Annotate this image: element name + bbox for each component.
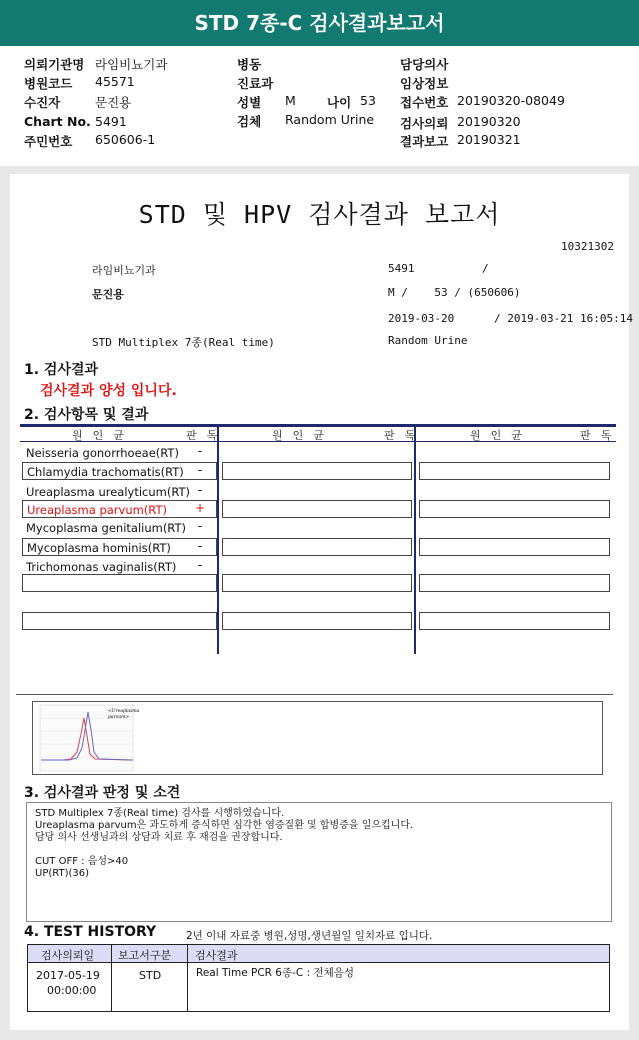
col-result-header: 판독: [384, 429, 426, 442]
empty-row-box: [222, 500, 412, 518]
col-pathogen-header: 원인균: [72, 429, 134, 442]
sex-value: M: [285, 93, 296, 108]
history-table-header: [28, 945, 609, 963]
request-date-value: 20190320: [457, 114, 521, 129]
patient-value: 문진용: [95, 95, 132, 110]
history-result: Real Time PCR 6종-C : 전체음성: [196, 967, 355, 979]
amplification-curve-image: [33, 702, 604, 776]
empty-row-box: [419, 538, 610, 556]
doc-chart: 5491: [388, 262, 415, 275]
doc-patient: 문진용: [92, 288, 124, 301]
pathogen-name: Ureaplasma urealyticum(RT): [26, 485, 191, 499]
history-column-divider: [187, 945, 188, 1011]
interpretation-line: 담당 의사 선생님과의 상담과 치료 후 재검을 권장합니다.: [35, 832, 283, 843]
document-title: STD 및 HPV 검사결과 보고서: [138, 200, 501, 229]
history-col-type: 보고서구분: [118, 949, 172, 962]
col-result-header: 판독: [186, 429, 228, 442]
request-date-label: 검사의뢰: [400, 116, 449, 131]
institution-label: 의뢰기관명: [24, 57, 85, 72]
doc-sex-age: M / 53 / (650606): [388, 286, 521, 299]
curve-legend-line1: <Ureaplasma: [108, 709, 140, 714]
interpretation-line: STD Multiplex 7종(Real time) 검사를 시행하였습니다.: [35, 808, 285, 819]
resident-no-value: 650606-1: [95, 132, 156, 147]
empty-row-box: [419, 574, 610, 592]
doc-institution: 라임비뇨기과: [92, 264, 156, 277]
report-title: STD 7종-C 검사결과보고서: [0, 0, 639, 46]
empty-row-box: [22, 612, 217, 630]
patient-header: [0, 52, 639, 162]
cutoff-line: CUT OFF : 음성>40: [35, 856, 129, 867]
specimen-label: 검체: [237, 114, 262, 129]
amplification-curve-frame: [32, 701, 603, 775]
history-col-date: 검사의뢰일: [41, 949, 95, 962]
ct-value-line: UP(RT)(36): [35, 868, 90, 879]
history-time: 00:00:00: [47, 984, 97, 997]
pathogen-result-positive: +: [194, 501, 206, 515]
empty-row-box: [222, 612, 412, 630]
pathogen-result: -: [197, 558, 203, 572]
section1-heading: 1. 검사결과: [24, 362, 99, 378]
curve-legend-line2: parvum>: [108, 715, 130, 720]
receipt-no-label: 접수번호: [400, 95, 449, 110]
pathogen-result: -: [197, 539, 203, 553]
pathogen-name: Neisseria gonorrhoeae(RT): [26, 446, 179, 460]
history-column-divider: [111, 945, 112, 1011]
sex-label: 성별: [237, 95, 262, 110]
department-label: 진료과: [237, 76, 274, 91]
pathogen-name-positive: Ureaplasma parvum(RT): [27, 503, 167, 517]
receipt-no-value: 20190320-08049: [457, 93, 565, 108]
clinical-label: 임상정보: [400, 76, 449, 91]
empty-row-box: [419, 500, 610, 518]
section3-heading: 3. 검사결과 판정 및 소견: [24, 785, 181, 801]
pathogen-name: Mycoplasma hominis(RT): [27, 541, 171, 555]
col-result-header: 판독: [580, 429, 622, 442]
section2-heading: 2. 검사항목 및 결과: [24, 407, 149, 423]
doc-dates: 2019-03-20 / 2019-03-21 16:05:14: [388, 312, 634, 325]
page-divider: [0, 166, 639, 174]
table-column-divider: [414, 424, 416, 654]
empty-row-box: [22, 574, 217, 592]
history-col-result: 검사결과: [195, 949, 238, 962]
ward-label: 병동: [237, 57, 262, 72]
pathogen-name: Mycoplasma genitalium(RT): [26, 521, 186, 535]
page-border-bottom: [0, 1030, 639, 1040]
section-separator: [16, 694, 613, 695]
report-date-label: 결과보고: [400, 134, 449, 149]
age-value: 53: [360, 93, 376, 108]
col-pathogen-header: 원인균: [470, 429, 532, 442]
chart-no-value: 5491: [95, 114, 127, 129]
report-date-value: 20190321: [457, 132, 521, 147]
hospital-code-label: 병원코드: [24, 76, 73, 91]
specimen-value: Random Urine: [285, 112, 375, 127]
history-date: 2017-05-19: [36, 969, 100, 982]
institution-value: 라임비뇨기과: [95, 57, 168, 72]
empty-row-box: [222, 538, 412, 556]
pathogen-result: -: [197, 483, 203, 497]
hospital-code-value: 45571: [95, 74, 135, 89]
page-border-left: [0, 166, 10, 1040]
pathogen-result: -: [197, 463, 203, 477]
empty-row-box: [222, 574, 412, 592]
col-pathogen-header: 원인균: [272, 429, 334, 442]
patient-label: 수진자: [24, 95, 61, 110]
section4-heading: 4. TEST HISTORY: [24, 924, 157, 940]
document-code: 10321302: [561, 240, 614, 253]
history-table: [27, 944, 610, 1012]
interpretation-line: Ureaplasma parvum은 과도하게 증식하면 심각한 염증질환 및 합병증을 일으킵니다.: [35, 820, 414, 831]
history-type: STD: [139, 969, 162, 982]
doc-test-name: STD Multiplex 7종(Real time): [92, 336, 275, 349]
chart-no-label: Chart No.: [24, 114, 91, 129]
table-column-divider: [217, 424, 219, 654]
pathogen-result: -: [197, 444, 203, 458]
pathogen-name: Chlamydia trachomatis(RT): [27, 465, 184, 479]
page-border-right: [629, 166, 639, 1040]
pathogen-name: Trichomonas vaginalis(RT): [26, 560, 177, 574]
pathogen-result: -: [197, 519, 203, 533]
history-note: 2년 이내 자료중 병원,성명,생년월일 일치자료 입니다.: [186, 930, 433, 942]
empty-row-box: [419, 462, 610, 480]
age-label: 나이: [327, 95, 352, 110]
interpretation-box: [26, 802, 612, 922]
interpretation-spacer: [35, 844, 603, 856]
resident-no-label: 주민번호: [24, 134, 73, 149]
empty-row-box: [222, 462, 412, 480]
doc-specimen: Random Urine: [388, 334, 468, 347]
doctor-label: 담당의사: [400, 57, 449, 72]
doc-slash: /: [482, 262, 489, 275]
positive-result: 검사결과 양성 입니다.: [40, 383, 177, 399]
empty-row-box: [419, 612, 610, 630]
